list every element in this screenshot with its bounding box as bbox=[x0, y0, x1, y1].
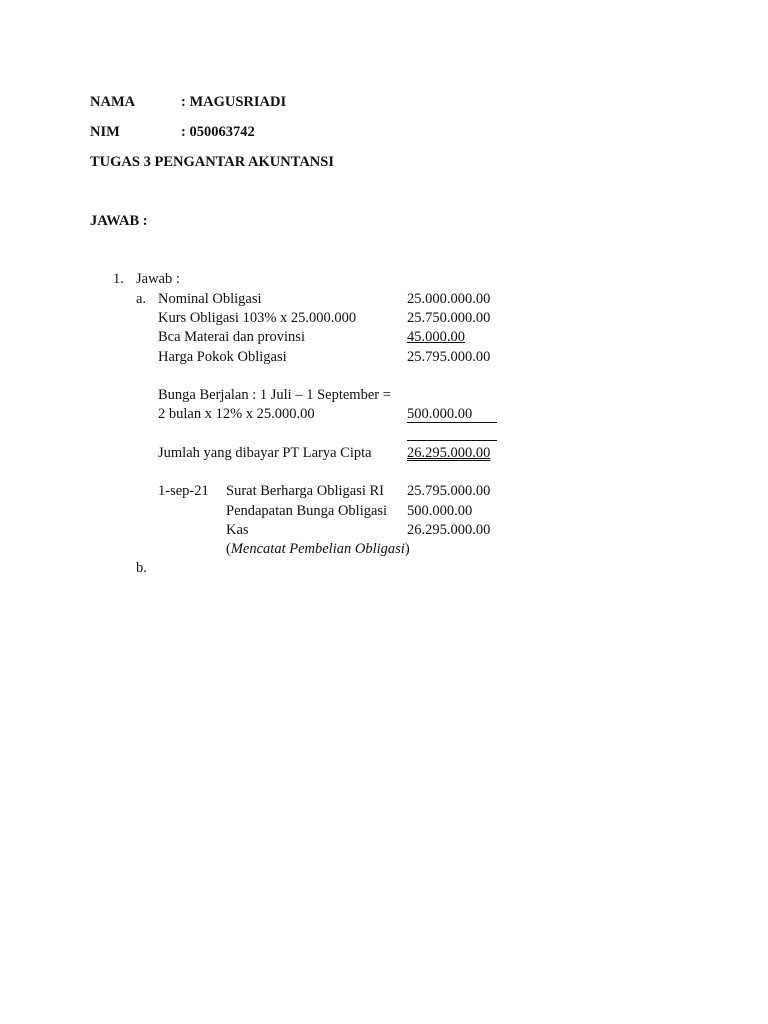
journal-date: 1-sep-21 bbox=[158, 483, 209, 499]
calc-row-label: Kurs Obligasi 103% x 25.000.000 bbox=[158, 310, 357, 326]
bunga-amount: 500.000.00 bbox=[407, 406, 473, 422]
calc-row-amount: 25.750.000.00 bbox=[407, 310, 491, 326]
journal-account: Kas bbox=[226, 522, 249, 538]
journal-note-text: Mencatat Pembelian Obligasi bbox=[230, 541, 405, 557]
sum-rule bbox=[407, 440, 497, 441]
nama-label: NAMA bbox=[90, 94, 136, 110]
calc-row-amount: 25.000.000.00 bbox=[407, 291, 491, 307]
bunga-line-1: Bunga Berjalan : 1 Juli – 1 September = bbox=[158, 387, 391, 403]
calc-row-amount: 25.795.000.00 bbox=[407, 349, 491, 365]
bunga-line-2: 2 bulan x 12% x 25.000.00 bbox=[158, 406, 315, 422]
calc-row-amount: 45.000.00 bbox=[407, 329, 465, 345]
bunga-underline bbox=[407, 422, 497, 423]
calc-row-label: Nominal Obligasi bbox=[158, 291, 262, 307]
journal-amount: 25.795.000.00 bbox=[407, 483, 491, 499]
nim-label: NIM bbox=[90, 124, 120, 140]
journal-note bbox=[226, 540, 410, 558]
total-amount: 26.295.000.00 bbox=[407, 445, 491, 461]
journal-account: Surat Berharga Obligasi RI bbox=[226, 483, 384, 499]
journal-note-open: ( bbox=[226, 541, 231, 557]
total-label: Jumlah yang dibayar PT Larya Cipta bbox=[158, 445, 372, 461]
calc-row-label: Bca Materai dan provinsi bbox=[158, 329, 305, 345]
q1b-letter: b. bbox=[136, 560, 147, 576]
nama-value: : MAGUSRIADI bbox=[181, 94, 287, 110]
journal-amount: 500.000.00 bbox=[407, 503, 473, 519]
journal-amount: 26.295.000.00 bbox=[407, 522, 491, 538]
nim-value: : 050063742 bbox=[181, 124, 255, 140]
calc-row-label: Harga Pokok Obligasi bbox=[158, 349, 287, 365]
q1-label: Jawab : bbox=[136, 271, 180, 287]
journal-account: Pendapatan Bunga Obligasi bbox=[226, 503, 388, 519]
q1a-letter: a. bbox=[136, 291, 147, 307]
q1-number: 1. bbox=[113, 271, 124, 287]
journal-note-close: ) bbox=[404, 541, 410, 557]
assignment-title: TUGAS 3 PENGANTAR AKUNTANSI bbox=[90, 154, 334, 170]
jawab-heading: JAWAB : bbox=[90, 213, 148, 229]
